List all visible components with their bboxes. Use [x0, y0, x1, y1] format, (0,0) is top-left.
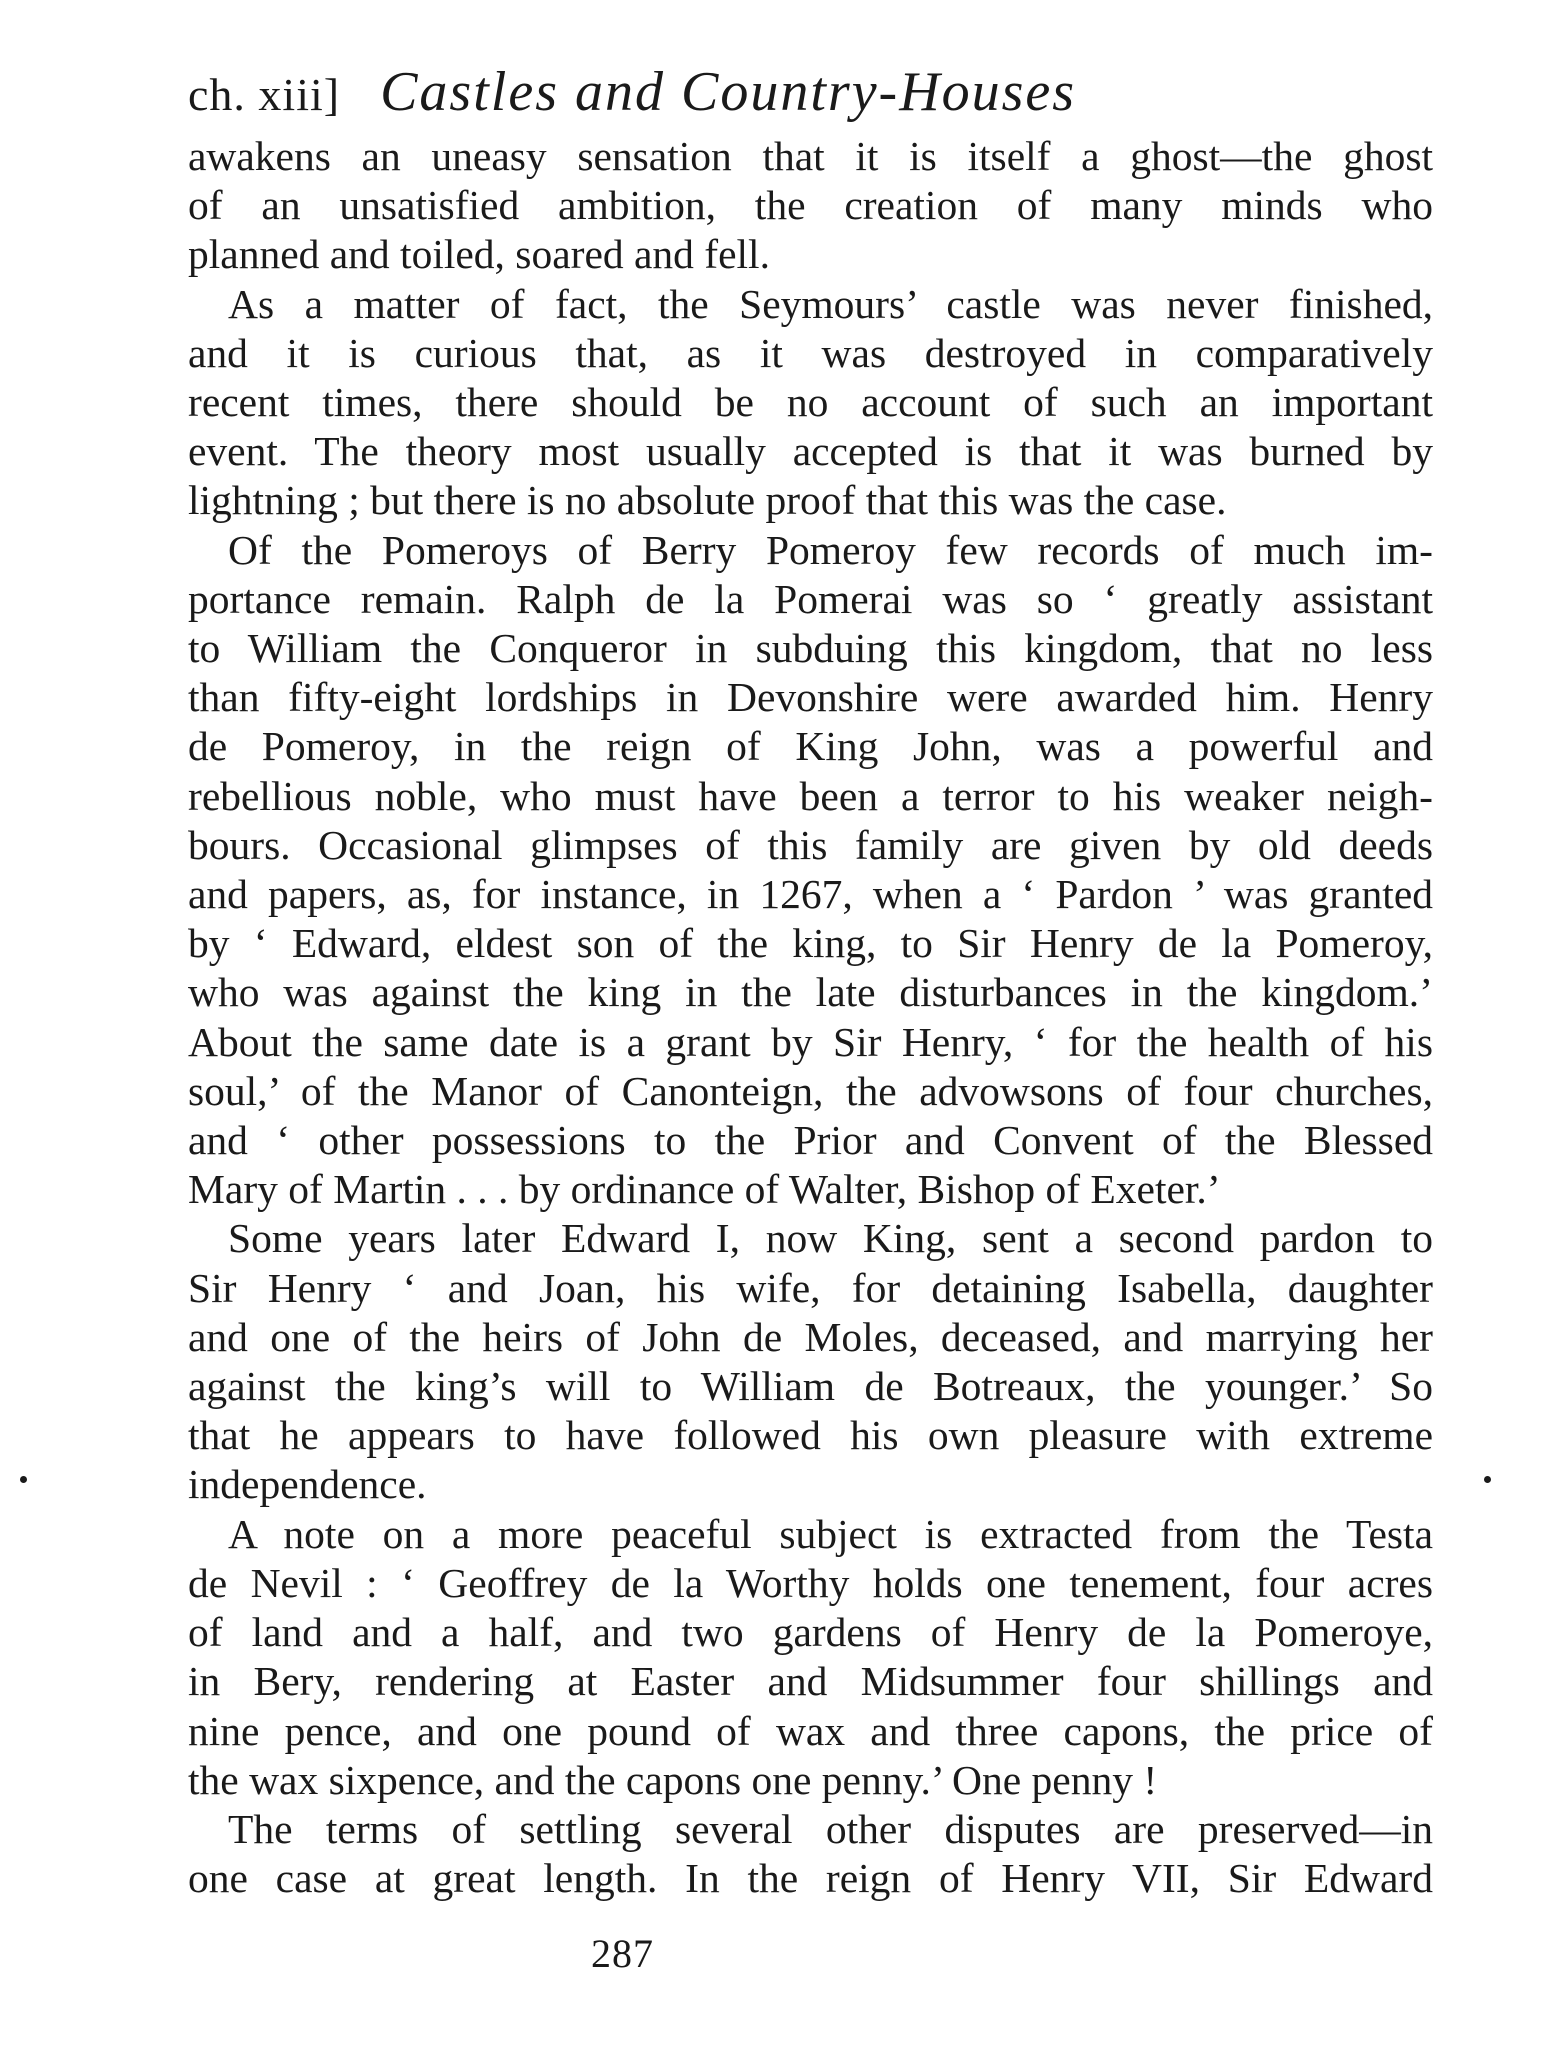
- paragraph: [188, 1805, 1433, 1903]
- text-line: recent times, there should be no account of such an important: [188, 379, 1433, 426]
- paragraph: [188, 132, 1433, 280]
- text-line: lightning ; but there is no absolute proof that this was the case.: [188, 477, 1227, 524]
- text-line: and papers, as, for instance, in 1267, when a ‘ Pardon ’ was granted: [188, 871, 1433, 918]
- text-line: by ‘ Edward, eldest son of the king, to Sir Henry de la Pomeroy,: [188, 920, 1433, 967]
- text-line: of land and a half, and two gardens of Henry de la Pomeroye,: [188, 1609, 1433, 1656]
- text-line: and one of the heirs of John de Moles, deceased, and marrying her: [188, 1313, 1433, 1360]
- text-line: soul,’ of the Manor of Canonteign, the advowsons of four churches,: [188, 1067, 1433, 1114]
- margin-dot-right: [1484, 1476, 1491, 1483]
- text-line: awakens an uneasy sensation that it is itself a ghost—the ghost: [188, 133, 1433, 179]
- paragraph: [188, 1214, 1433, 1509]
- text-line: who was against the king in the late disturbances in the kingdom.’: [188, 969, 1433, 1016]
- text-line: rebellious noble, who must have been a terror to his weaker neigh-: [188, 772, 1433, 819]
- text-line: Some years later Edward I, now King, sent a second pardon to: [228, 1215, 1433, 1262]
- text-line: the wax sixpence, and the capons one penny.’ One penny !: [188, 1756, 1158, 1803]
- margin-dot-left: [20, 1476, 27, 1483]
- text-line: Sir Henry ‘ and Joan, his wife, for detaining Isabella, daughter: [188, 1264, 1433, 1311]
- paragraph: [188, 526, 1433, 1215]
- running-head: [188, 52, 1433, 132]
- paragraph: [188, 1510, 1433, 1805]
- text-line: independence.: [188, 1461, 427, 1508]
- text-line: portance remain. Ralph de la Pomerai was so ‘ greatly assistant: [188, 575, 1433, 622]
- chapter-label: ch. xiii]: [188, 69, 341, 120]
- text-line: About the same date is a grant by Sir Henry, ‘ for the health of his: [188, 1018, 1433, 1065]
- text-line: of an unsatisfied ambition, the creation of many minds who: [188, 182, 1433, 229]
- text-line: de Pomeroy, in the reign of King John, was a powerful and: [188, 723, 1433, 770]
- text-line: nine pence, and one pound of wax and three capons, the price of: [188, 1707, 1433, 1754]
- text-line: event. The theory most usually accepted is that it was burned by: [188, 428, 1433, 475]
- text-line: Of the Pomeroys of Berry Pomeroy few records of much im-: [228, 526, 1433, 573]
- text-line: and it is curious that, as it was destroyed in comparatively: [188, 329, 1433, 376]
- body-text: [188, 132, 1433, 1903]
- text-line: As a matter of fact, the Seymours’ castle was never finished,: [228, 280, 1433, 327]
- text-line: bours. Occasional glimpses of this family are given by old deeds: [188, 821, 1433, 868]
- text-line: against the king’s will to William de Botreaux, the younger.’ So: [188, 1363, 1433, 1410]
- book-page: [188, 52, 1433, 1903]
- text-line: planned and toiled, soared and fell.: [188, 231, 770, 278]
- text-line: to William the Conqueror in subduing this kingdom, that no less: [188, 625, 1433, 672]
- text-line: A note on a more peaceful subject is extracted from the Testa: [228, 1510, 1433, 1557]
- text-line: one case at great length. In the reign of Henry VII, Sir Edward: [188, 1855, 1433, 1902]
- page-number: 287: [591, 1931, 654, 1976]
- text-line: in Bery, rendering at Easter and Midsummer four shillings and: [188, 1658, 1433, 1705]
- text-line: The terms of settling several other disputes are preserved—in: [228, 1805, 1433, 1852]
- text-line: Mary of Martin . . . by ordinance of Walter, Bishop of Exeter.’: [188, 1166, 1221, 1213]
- book-title: Castles and Country-Houses: [380, 61, 1077, 123]
- text-line: that he appears to have followed his own pleasure with extreme: [188, 1412, 1433, 1459]
- text-line: than fifty-eight lordships in Devonshire were awarded him. Henry: [188, 674, 1433, 721]
- text-line: and ‘ other possessions to the Prior and Convent of the Blessed: [188, 1117, 1433, 1164]
- text-line: de Nevil : ‘ Geoffrey de la Worthy holds one tenement, four acres: [188, 1559, 1433, 1606]
- paragraph: [188, 280, 1433, 526]
